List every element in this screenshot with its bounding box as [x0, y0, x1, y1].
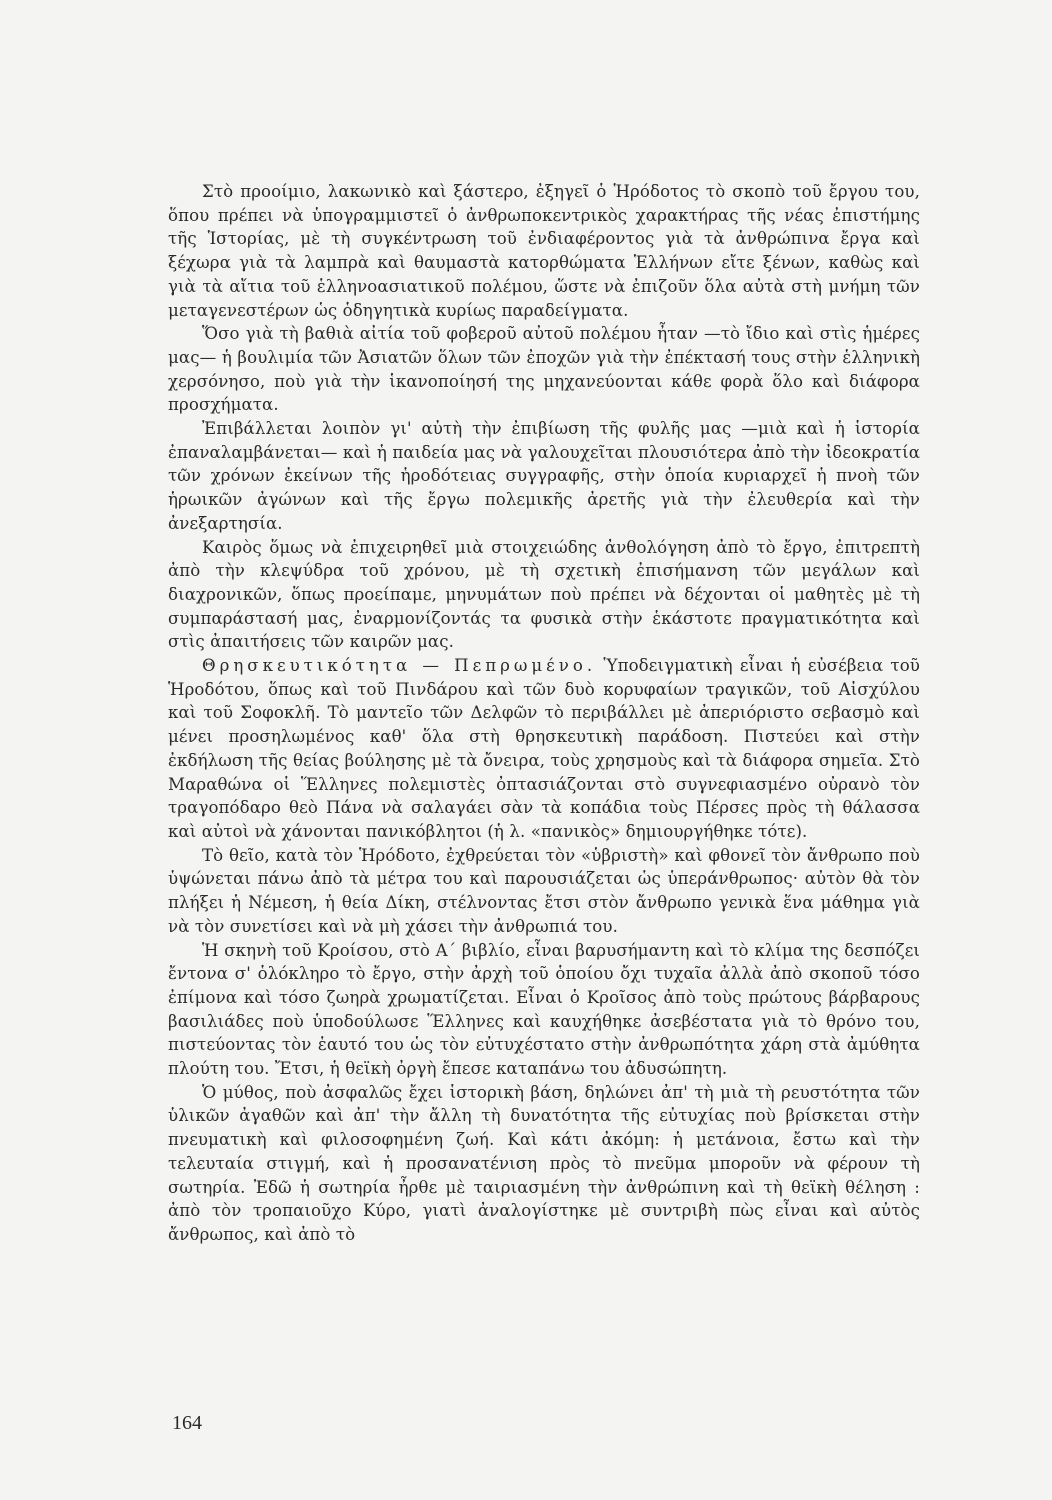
paragraph-war-cause: Ὅσο γιὰ τὴ βαθιὰ αἰτία τοῦ φοβεροῦ αὐτοῦ πολέμου ἦταν —τὸ ἴδιο καὶ στὶς ἡμέρες μας— ἡ βουλιμία τῶν Ἀσιατῶν ὅλων τῶν ἐποχῶν γιὰ τὴν ἐπέκτασή τους στὴν ἑλληνικὴ χερσόνησο, ποὺ γιὰ τὴν ἱκανοποίησή της μηχανεύονται κάθε φορὰ ὅλο καὶ διάφορα προσχήματα.	[168, 324, 920, 415]
paragraph-myth: Ὁ μύθος, ποὺ ἀσφαλῶς ἔχει ἱστορικὴ βάση, δηλώνει ἀπ' τὴ μιὰ τὴ ρευστότητα τῶν ὑλικῶν ἀγαθῶν καὶ ἀπ' τὴν ἄλλη τὴ δυνατότητα τῆς εὐτυχίας ποὺ βρίσκεται στὴν πνευματικὴ καὶ φιλοσοφημένη ζωή. Καὶ κάτι ἀκόμη: ἡ μετάνοια, ἔστω καὶ τὴν τελευταία στιγμή, καὶ ἡ προσανατένιση πρὸς τὸ πνεῦμα μποροῦν νὰ φέρουν τὴ σωτηρία. Ἐδῶ ἡ σωτηρία ἦρθε μὲ ταιριασμένη τὴν ἀνθρώπινη καὶ τὴ θεϊκὴ θέληση : ἀπὸ τὸν τροπαιοῦχο Κύρο, γιατὶ ἀναλογίστηκε μὲ συντριβὴ πὼς εἶναι καὶ αὐτὸς ἄνθρωπος, καὶ ἀπὸ τὸ	[168, 1082, 920, 1244]
section-heading: Θρησκευτικότητα — Πεπρωμένο.	[202, 656, 597, 676]
paragraph-education: Ἐπιβάλλεται λοιπὸν γι' αὐτὴ τὴν ἐπιβίωση τῆς φυλῆς μας —μιὰ καὶ ἡ ἱστορία ἐπαναλαμβάνεται— καὶ ἡ παιδεία μας νὰ γαλουχεῖται πλουσιότερα ἀπὸ τὴν ἰδεοκρατία τῶν χρόνων ἐκείνων τῆς ἡροδότειας συγγραφῆς, στὴν ὁποία κυριαρχεῖ ἡ πνοὴ τῶν ἡρωικῶν ἀγώνων καὶ τῆς ἔργω πολεμικῆς ἀρετῆς γιὰ τὴν ἐλευθερία καὶ τὴν ἀνεξαρτησία.	[168, 419, 920, 533]
page-number: 164	[172, 1412, 202, 1434]
paragraph-prooimio: Στὸ προοίμιο, λακωνικὸ καὶ ξάστερο, ἐξηγεῖ ὁ Ἡρόδοτος τὸ σκοπὸ τοῦ ἔργου του, ὅπου πρέπει νὰ ὑπογραμμιστεῖ ὁ ἀνθρωποκεντρικὸς χαρακτήρας τῆς νέας ἐπιστήμης τῆς Ἱστορίας, μὲ τὴ συγκέντρωση τοῦ ἐνδιαφέροντος γιὰ τὰ ἀνθρώπινα ἔργα καὶ ξέχωρα γιὰ τὰ λαμπρὰ καὶ θαυμαστὰ κατορθώματα Ἑλλήνων εἴτε ξένων, καθὼς καὶ γιὰ τὰ αἴτια τοῦ ἑλληνοασιατικοῦ πολέμου, ὥστε νὰ ἐπιζοῦν ὅλα αὐτὰ στὴ μνήμη τῶν μεταγενεστέρων ὡς ὁδηγητικὰ κυρίως παραδείγματα.	[168, 182, 920, 320]
paragraph-religiosity	[168, 654, 920, 844]
body-text	[168, 180, 920, 1247]
section-lead-text: Ὑποδειγματικὴ εἶναι ἡ εὐσέβεια τοῦ Ἡροδότου, ὅπως καὶ τοῦ Πινδάρου καὶ τῶν δυὸ κορυφαίων τραγικῶν, τοῦ Αἰσχύλου καὶ τοῦ Σοφοκλῆ. Τὸ μαντεῖο τῶν Δελφῶν τὸ περιβάλλει μὲ ἀπεριόριστο σεβασμὸ καὶ μένει προσηλωμένος καθ' ὅλα στὴ θρησκευτικὴ παράδοση. Πιστεύει καὶ στὴν ἐκδήλωση τῆς θείας βούλησης μὲ τὰ ὄνειρα, τοὺς χρησμοὺς καὶ τὰ διάφορα σημεῖα. Στὸ Μαραθώνα οἱ Ἕλληνες πολεμιστὲς ὀπτασιάζονται στὸ συγνεφιασμένο οὐρανὸ τὸν τραγοπόδαρο θεὸ Πάνα νὰ σαλαγάει σὰν τὰ κοπάδια τοὺς Πέρσες πρὸς τὴ θάλασσα καὶ αὐτοὶ νὰ χάνονται πανικόβλητοι (ἡ λ. «πανικὸς» δημιουργήθηκε τότε).	[168, 656, 920, 841]
paragraph-croesus: Ἡ σκηνὴ τοῦ Κροίσου, στὸ Α΄ βιβλίο, εἶναι βαρυσήμαντη καὶ τὸ κλίμα της δεσπόζει ἔντονα σ' ὁλόκληρο τὸ ἔργο, στὴν ἀρχὴ τοῦ ὁποίου ὄχι τυχαῖα ἀλλὰ ἀπὸ σκοποῦ τόσο ἐπίμονα καὶ τόσο ζωηρὰ χρωματίζεται. Εἶναι ὁ Κροῖσος ἀπὸ τοὺς πρώτους βάρβαρους βασιλιάδες ποὺ ὑποδούλωσε Ἕλληνες καὶ καυχήθηκε ἀσεβέστατα γιὰ τὸ θρόνο του, πιστεύοντας τὸν ἑαυτό του ὡς τὸν εὐτυχέστατο στὴν ἀνθρωπότητα χάρη στὰ ἀμύθητα πλούτη του. Ἔτσι, ἡ θεϊκὴ ὀργὴ ἔπεσε καταπάνω του ἀδυσώπητη.	[168, 940, 920, 1079]
paragraph-divine: Τὸ θεῖο, κατὰ τὸν Ἡρόδοτο, ἐχθρεύεται τὸν «ὑβριστὴ» καὶ φθονεῖ τὸν ἄνθρωπο ποὺ ὑψώνεται πάνω ἀπὸ τὰ μέτρα του καὶ παρουσιάζεται ὡς ὑπεράνθρωπος· αὐτὸν θὰ τὸν πλήξει ἡ Νέμεση, ἡ θεία Δίκη, στέλνοντας ἔτσι στὸν ἄνθρωπο γενικὰ ἕνα μάθημα γιὰ νὰ τὸν συνετίσει καὶ νὰ μὴ χάσει τὴν ἀνθρωπιά του.	[168, 845, 920, 936]
paragraph-anthology: Καιρὸς ὅμως νὰ ἐπιχειρηθεῖ μιὰ στοιχειώδης ἀνθολόγηση ἀπὸ τὸ ἔργο, ἐπιτρεπτὴ ἀπὸ τὴν κλεψύδρα τοῦ χρόνου, μὲ τὴ σχετικὴ ἐπισήμανση τῶν μεγάλων καὶ διαχρονικῶν, ὅπως προείπαμε, μηνυμάτων ποὺ πρέπει νὰ δέχονται οἱ μαθητὲς μὲ τὴ συμπαράστασή μας, ἐναρμονίζοντάς τα φυσικὰ στὴν ἑκάστοτε πραγματικότητα καὶ στὶς ἀπαιτήσεις τῶν καιρῶν μας.	[168, 537, 920, 652]
